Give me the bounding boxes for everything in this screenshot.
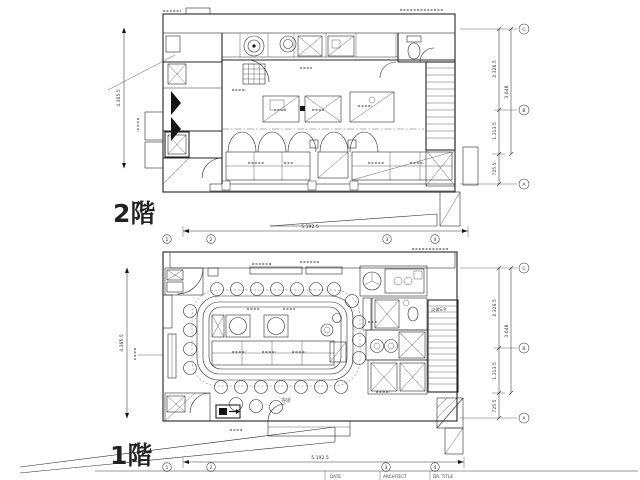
dim-right-seg3-2f: 725.5 <box>493 162 498 176</box>
dim-right-seg3-1f: 725.5 <box>493 399 498 413</box>
entry-room-topleft-1f <box>165 268 203 295</box>
room-bottomleft-1f <box>165 393 210 421</box>
grid-num: 4 <box>433 465 437 471</box>
grid-letter: A <box>522 183 526 188</box>
dim-right-total-2f: 3.648 <box>505 85 510 99</box>
plan-2f <box>108 8 478 226</box>
grid-num: 3 <box>384 465 388 471</box>
shelf-grid-2f <box>243 64 265 84</box>
dumbwaiter-2f <box>165 132 189 157</box>
seating-label: 客席 <box>281 398 292 404</box>
dim-right-seg2-2f: 1.313.5 <box>493 122 498 140</box>
tiny-annotation-marks-1f <box>230 249 448 430</box>
plan-1f <box>20 249 463 473</box>
dim-right-seg1-1f: 2.326.5 <box>493 299 498 317</box>
dim-right-seg2-1f: 1.313.5 <box>493 362 498 380</box>
grid-bubbles-bottom-2f <box>163 235 440 244</box>
dim-left-2f: 4.365.5 <box>117 89 122 107</box>
dim-left-1f: 4.365.5 <box>120 334 125 352</box>
booth-seating-2f <box>226 132 452 180</box>
grid-num: 2 <box>209 237 213 243</box>
round-equipment-2f <box>244 36 296 56</box>
grid-bubbles-right-2f <box>519 24 529 189</box>
staircase-1f <box>428 300 458 392</box>
dim-bottom-1f: 5.192.5 <box>311 456 329 461</box>
grid-letter: A <box>522 417 526 422</box>
grid-letter: C <box>522 267 526 272</box>
title-block-date: DATE <box>330 474 341 479</box>
floor-label-2f: 2階 <box>113 199 156 228</box>
grid-num: 3 <box>385 237 389 243</box>
grid-letter: B <box>522 347 526 352</box>
entry-steps-1f <box>437 398 463 428</box>
toilet-room-2f <box>398 33 434 62</box>
title-block-architect: ARCHITECT <box>383 474 407 479</box>
equipment-sp-label: 設備S.P. <box>431 307 447 312</box>
dimensions-1f <box>119 263 529 471</box>
grid-bubbles-right-1f <box>519 263 529 423</box>
counter-1f <box>192 290 360 386</box>
kitchen-block-1f <box>360 266 427 394</box>
dim-bottom-2f: 5.192.5 <box>301 225 319 230</box>
dim-right-seg1-2f: 2.326.5 <box>493 60 498 78</box>
entrance-sign-1f <box>216 405 240 418</box>
dim-right-total-1f: 3.648 <box>505 324 510 338</box>
grid-bubbles-bottom-1f <box>163 463 440 472</box>
title-block-dr-title: DR. TITLE <box>433 474 453 479</box>
grid-letter: C <box>522 28 526 33</box>
grid-num: 1 <box>165 237 169 243</box>
grid-letter: B <box>522 109 526 114</box>
grid-num: 1 <box>165 465 169 471</box>
grid-num: 2 <box>209 465 213 471</box>
grid-num: 4 <box>433 237 437 243</box>
floor-label-1f: 1階 <box>110 441 153 470</box>
staircase-2f <box>426 62 455 186</box>
title-block <box>95 471 638 480</box>
